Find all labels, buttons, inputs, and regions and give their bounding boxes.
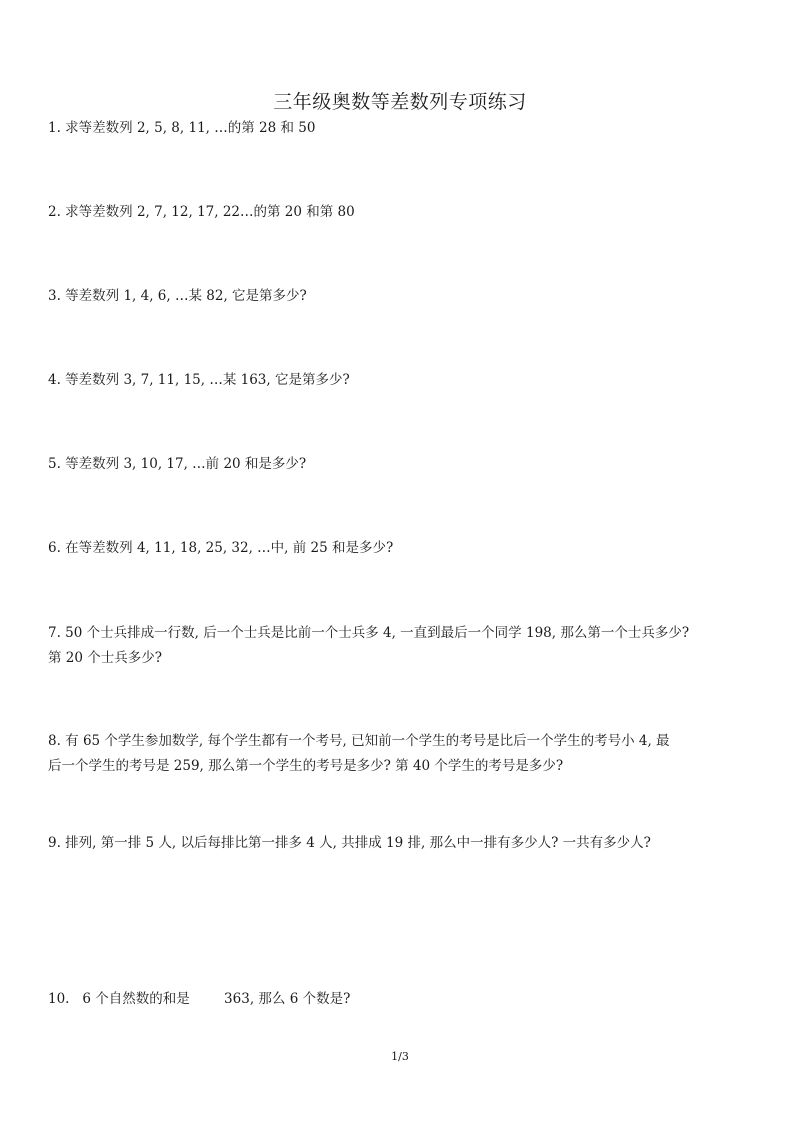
- question-10-text: 10. 6 个自然数的和是 363, 那么 6 个数是?: [48, 991, 351, 1007]
- question-9-text: 9. 排列, 第一排 5 人, 以后每排比第一排多 4 人, 共排成 19 排, 那么中一排有多少人? 一共有多少人?: [48, 835, 651, 851]
- page-number: 1/3: [391, 1050, 409, 1063]
- question-1: [48, 116, 768, 141]
- question-3: [48, 284, 768, 309]
- question-7-line-1: 7. 50 个士兵排成一行数, 后一个士兵是比前一个士兵多 4, 一直到最后一个同学 198, 那么第一个士兵多少?: [48, 625, 690, 641]
- question-2: [48, 200, 768, 225]
- question-2-text: 2. 求等差数列 2, 7, 12, 17, 22…的第 20 和第 80: [48, 204, 355, 220]
- question-1-text: 1. 求等差数列 2, 5, 8, 11, …的第 28 和 50: [48, 120, 316, 136]
- question-3-text: 3. 等差数列 1, 4, 6, …某 82, 它是第多少?: [48, 288, 307, 304]
- question-10: [48, 937, 768, 1062]
- question-6: [48, 536, 768, 561]
- question-9: [48, 831, 768, 856]
- question-8-line-1: 8. 有 65 个学生参加数学, 每个学生都有一个考号, 已知前一个学生的考号是比后一个学生的考号小 4, 最: [48, 733, 670, 749]
- page-title: 三年级奥数等差数列专项练习: [273, 91, 527, 113]
- question-8-line-2: 后一个学生的考号是 259, 那么第一个学生的考号是多少? 第 40 个学生的考号是多少?: [48, 758, 564, 774]
- question-5: [48, 452, 768, 477]
- question-4-text: 4. 等差数列 3, 7, 11, 15, …某 163, 它是第多少?: [48, 372, 350, 388]
- question-6-text: 6. 在等差数列 4, 11, 18, 25, 32, …中, 前 25 和是多少?: [48, 540, 394, 556]
- question-7-line-2: 第 20 个士兵多少?: [48, 650, 162, 666]
- question-5-text: 5. 等差数列 3, 10, 17, …前 20 和是多少?: [48, 456, 307, 472]
- question-4: [48, 368, 768, 393]
- question-8: [48, 729, 768, 779]
- question-7: [48, 621, 768, 671]
